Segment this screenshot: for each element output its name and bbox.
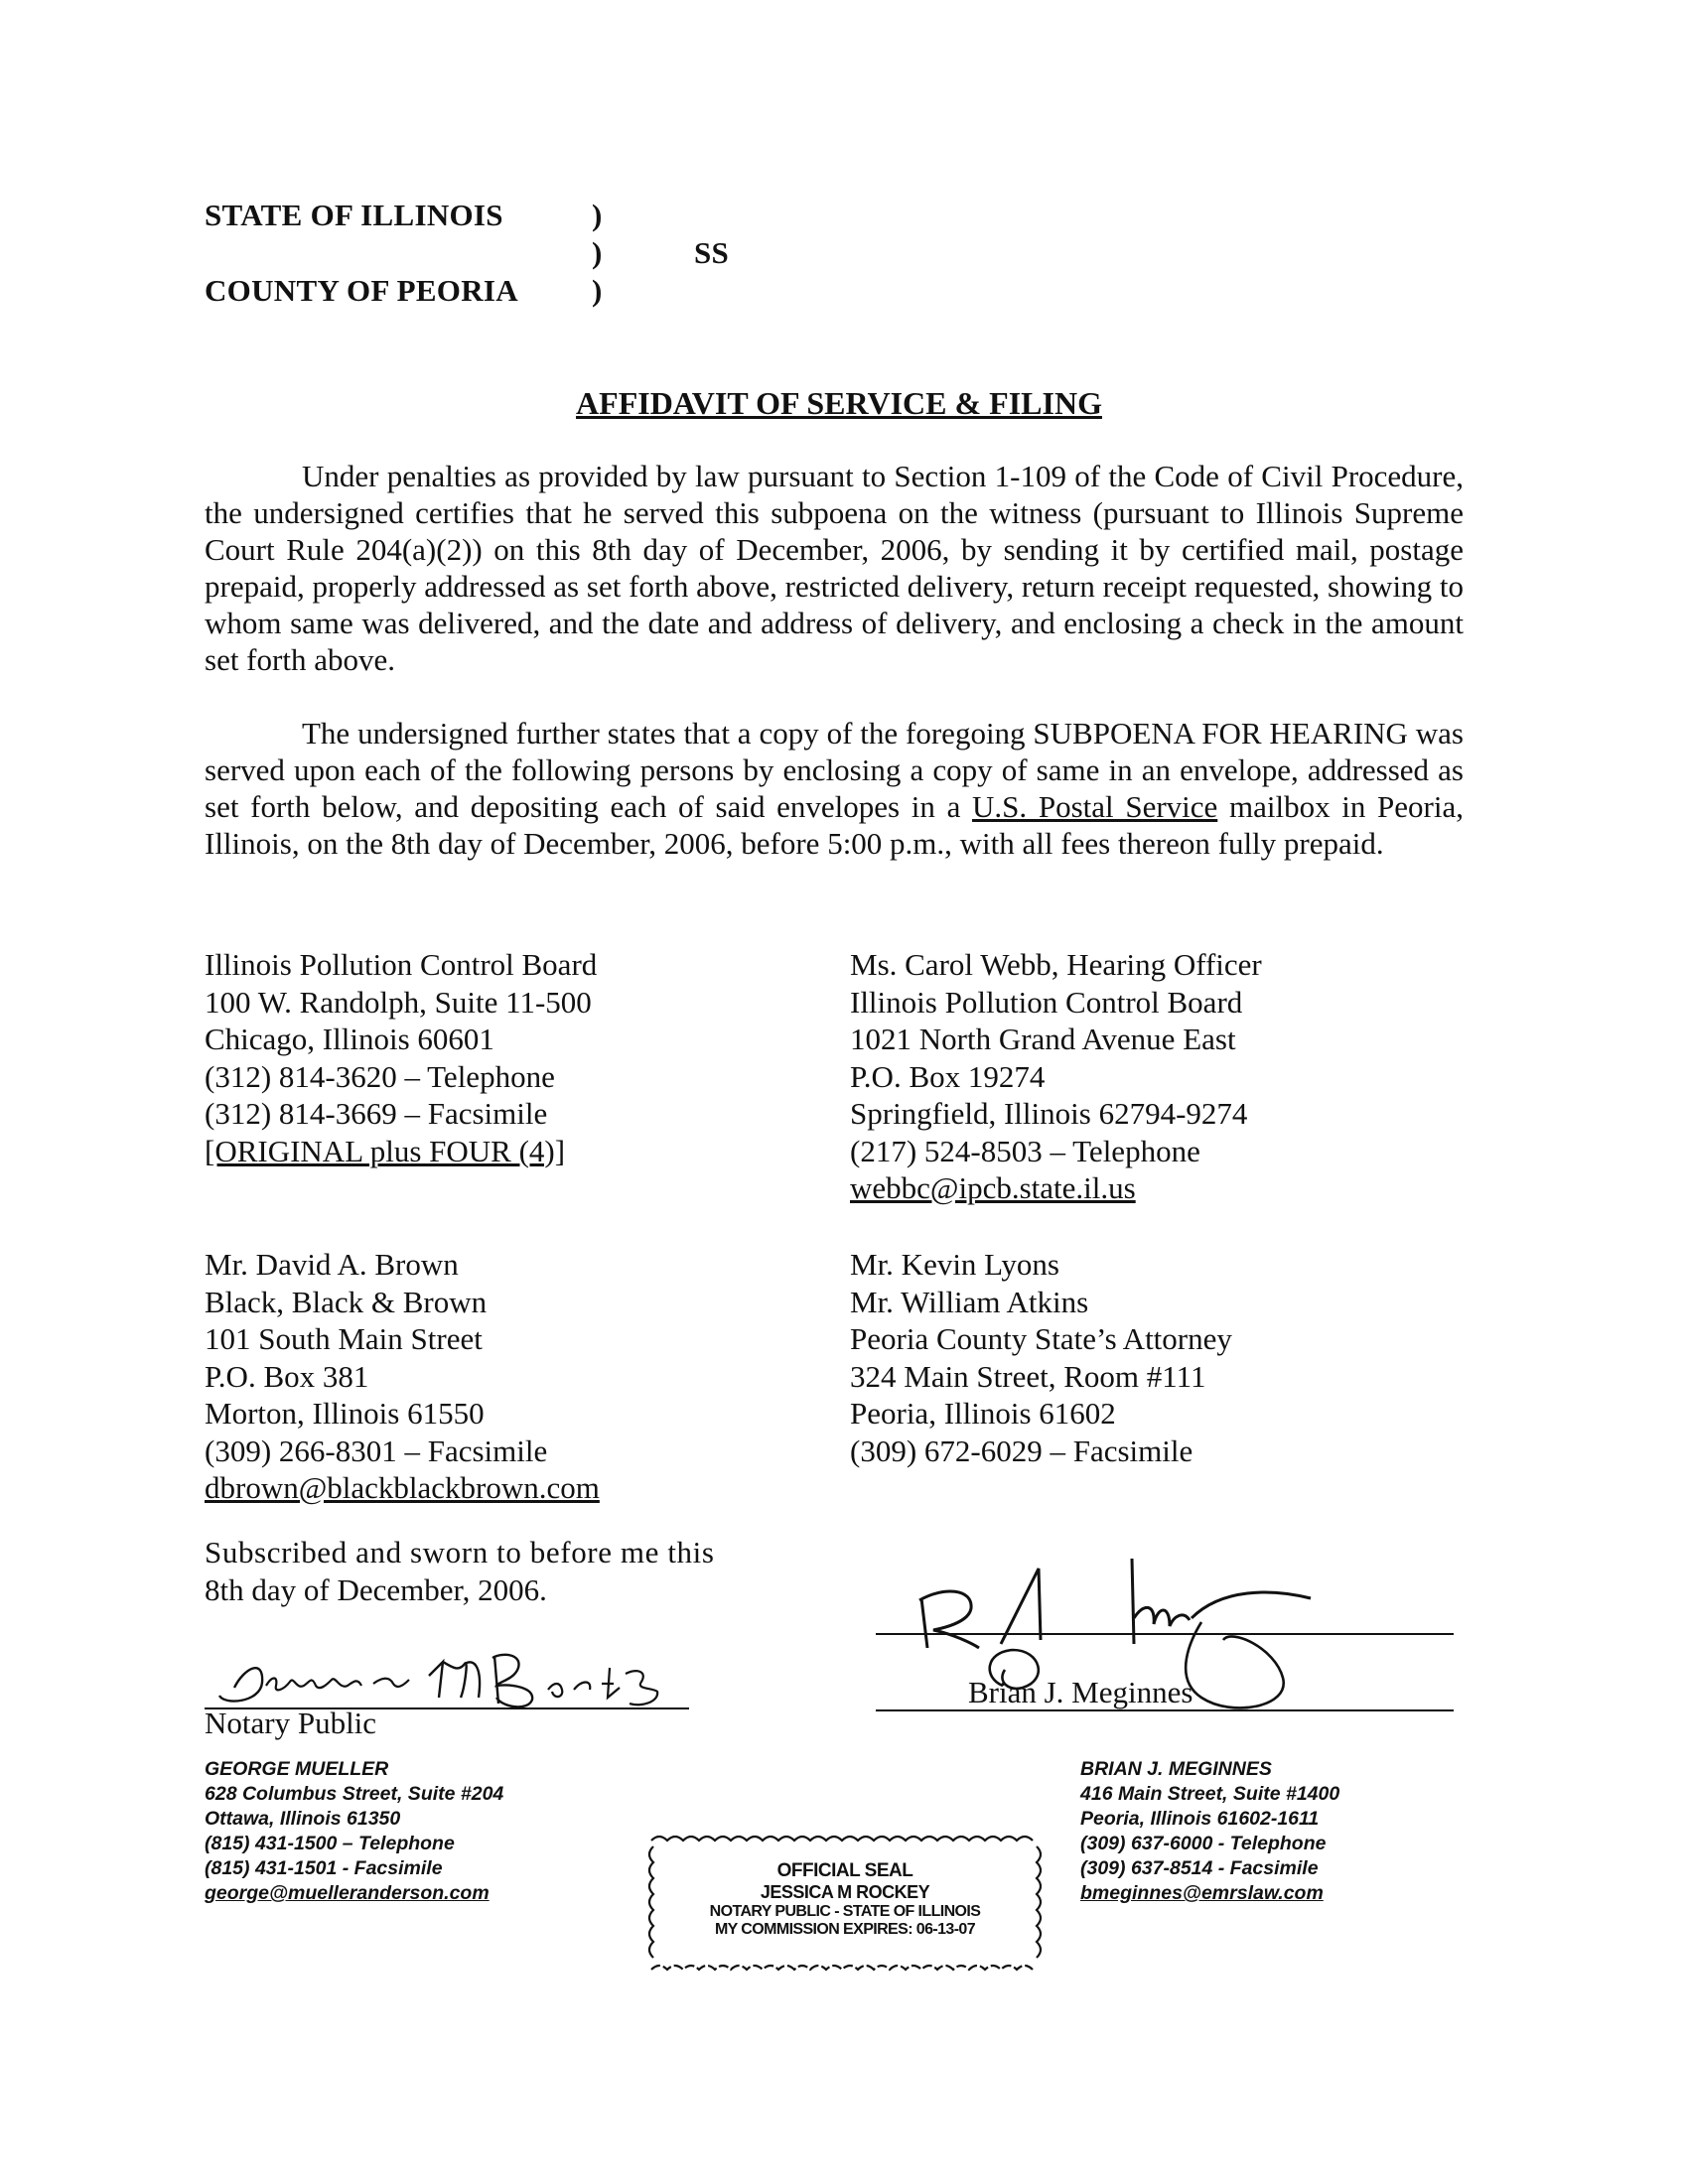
paragraph-certification bbox=[205, 458, 1464, 678]
address-line: 100 W. Randolph, Suite 11-500 bbox=[205, 984, 592, 1020]
seal-notary-name: JESSICA M ROCKEY bbox=[760, 1882, 930, 1902]
attorney-mueller-block bbox=[205, 1757, 503, 1906]
address-line: Chicago, Illinois 60601 bbox=[205, 1022, 494, 1056]
recipient-carol-webb bbox=[850, 946, 1262, 1207]
meginnes-line: (309) 637-6000 - Telephone bbox=[1080, 1833, 1327, 1854]
sworn-line-1: Subscribed and sworn to before me this bbox=[205, 1535, 715, 1570]
paragraph-mailing-text-1: The undersigned further states that a copy of the foregoing SUBPOENA FOR HEARING was served upon each of the following persons by enclosing a copy of same in an envelope, addressed as set forth below, and depositing each of said envelopes in a bbox=[205, 716, 1464, 824]
address-line: Illinois Pollution Control Board bbox=[850, 984, 1243, 1020]
address-line: P.O. Box 381 bbox=[205, 1358, 369, 1394]
address-line: 101 South Main Street bbox=[205, 1321, 483, 1356]
postal-service-underlined: U.S. Postal Service bbox=[972, 789, 1218, 824]
notary-signature bbox=[205, 1628, 721, 1717]
address-line: Mr. Kevin Lyons bbox=[850, 1247, 1059, 1282]
address-line: (312) 814-3620 – Telephone bbox=[205, 1058, 555, 1094]
address-line: Black, Black & Brown bbox=[205, 1284, 488, 1319]
recipient-ipcb-chicago bbox=[205, 946, 597, 1169]
sworn-line-2: 8th day of December, 2006. bbox=[205, 1571, 547, 1607]
address-line: Mr. William Atkins bbox=[850, 1284, 1089, 1319]
address-line: Springfield, Illinois 62794-9274 bbox=[850, 1096, 1248, 1131]
meginnes-line: BRIAN J. MEGINNES bbox=[1080, 1758, 1272, 1780]
seal-commission-line: MY COMMISSION EXPIRES: 06-13-07 bbox=[714, 1921, 976, 1938]
address-line: 1021 North Grand Avenue East bbox=[850, 1022, 1236, 1056]
original-plus-four-note: [ORIGINAL plus FOUR (4)] bbox=[205, 1133, 566, 1168]
paragraph-mailing-text-2: mailbox in Peoria, Illinois, on the 8th day of December, 2006, before 5:00 p.m., with all fees thereon fully prepaid. bbox=[205, 789, 1464, 861]
document-title bbox=[0, 385, 1684, 422]
address-line: Mr. David A. Brown bbox=[205, 1247, 459, 1282]
seal-title: OFFICIAL SEAL bbox=[776, 1860, 913, 1881]
caption-state: STATE OF ILLINOIS bbox=[205, 198, 503, 232]
webb-email-link[interactable]: webbc@ipcb.state.il.us bbox=[850, 1170, 1136, 1205]
paragraph-mailing bbox=[205, 715, 1464, 862]
caption-paren-1: ) bbox=[592, 198, 603, 232]
address-line: (309) 266-8301 – Facsimile bbox=[205, 1433, 548, 1468]
address-line: Peoria, Illinois 61602 bbox=[850, 1396, 1116, 1431]
meginnes-email-link[interactable]: bmeginnes@emrslaw.com bbox=[1080, 1882, 1324, 1904]
address-line: Peoria County State’s Attorney bbox=[850, 1321, 1232, 1356]
document-title-text: AFFIDAVIT OF SERVICE & FILING bbox=[576, 385, 1102, 421]
paragraph-certification-text: Under penalties as provided by law pursuant to Section 1-109 of the Code of Civil Procedure, the undersigned certifies that he served this subpoena on the witness (pursuant to Illinois Supreme Court Rule 204(a)(2)) on this 8th day of December, 2006, by sending it by certified mail, postage prepaid, properly addressed as set forth above, restricted delivery, return receipt requested, showing to whom same was delivered, and the date and address of delivery, and enclosing a check in the amount set forth above. bbox=[205, 459, 1464, 677]
address-line: (312) 814-3669 – Facsimile bbox=[205, 1096, 548, 1131]
address-line: (217) 524-8503 – Telephone bbox=[850, 1133, 1200, 1168]
mueller-email-link[interactable]: george@muelleranderson.com bbox=[205, 1882, 490, 1904]
signature-line-upper bbox=[876, 1633, 1454, 1635]
meginnes-line: (309) 637-8514 - Facsimile bbox=[1080, 1857, 1319, 1879]
brown-email-link[interactable]: dbrown@blackblackbrown.com bbox=[205, 1470, 600, 1505]
recipient-peoria-states-attorney bbox=[850, 1246, 1232, 1469]
mueller-line: (815) 431-1501 - Facsimile bbox=[205, 1857, 443, 1879]
mueller-line: GEORGE MUELLER bbox=[205, 1758, 389, 1780]
caption-ss: SS bbox=[694, 235, 730, 270]
attorney-meginnes-block bbox=[1080, 1757, 1339, 1906]
seal-state-line: NOTARY PUBLIC - STATE OF ILLINOIS bbox=[709, 1903, 981, 1920]
caption-county: COUNTY OF PEORIA bbox=[205, 273, 518, 308]
mueller-line: Ottawa, Illinois 61350 bbox=[205, 1808, 401, 1830]
address-line: Ms. Carol Webb, Hearing Officer bbox=[850, 947, 1262, 982]
meginnes-line: Peoria, Illinois 61602-1611 bbox=[1080, 1808, 1320, 1830]
meginnes-line: 416 Main Street, Suite #1400 bbox=[1080, 1783, 1340, 1805]
seal-text bbox=[665, 1860, 1025, 1939]
notary-public-label: Notary Public bbox=[205, 1706, 377, 1740]
caption-paren-2: ) bbox=[592, 235, 603, 270]
address-line: Illinois Pollution Control Board bbox=[205, 947, 598, 982]
mueller-line: 628 Columbus Street, Suite #204 bbox=[205, 1783, 504, 1805]
official-seal bbox=[643, 1827, 1047, 1981]
address-line: (309) 672-6029 – Facsimile bbox=[850, 1433, 1193, 1468]
address-line: Morton, Illinois 61550 bbox=[205, 1396, 485, 1431]
mueller-line: (815) 431-1500 – Telephone bbox=[205, 1833, 455, 1854]
signer-name: Brian J. Meginnes bbox=[968, 1675, 1193, 1709]
sworn-statement bbox=[205, 1534, 715, 1608]
address-line: 324 Main Street, Room #111 bbox=[850, 1358, 1206, 1394]
caption-paren-3: ) bbox=[592, 273, 603, 308]
recipient-david-brown bbox=[205, 1246, 600, 1507]
address-line: P.O. Box 19274 bbox=[850, 1058, 1046, 1094]
